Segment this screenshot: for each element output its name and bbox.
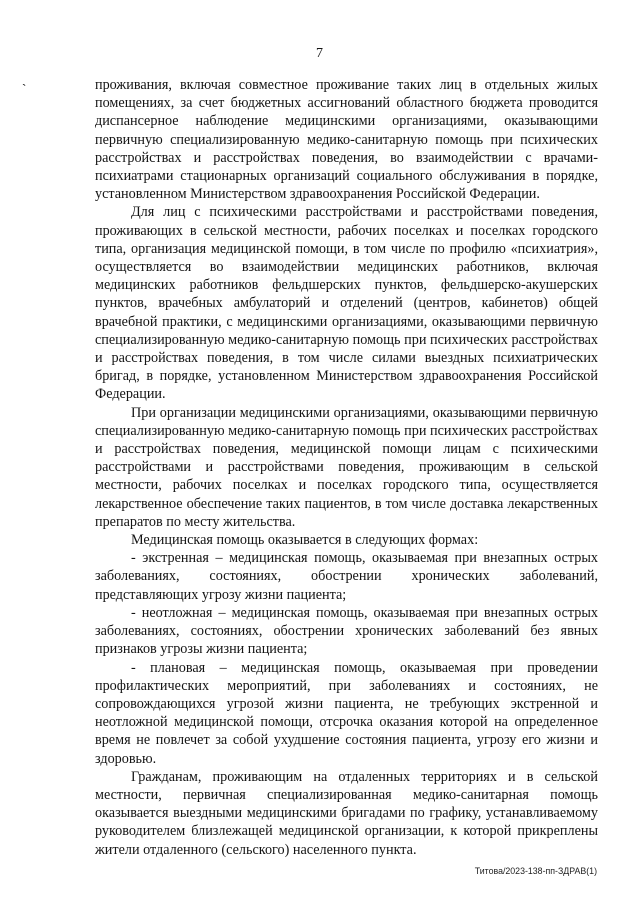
paragraph: Гражданам, проживающим на отдаленных территориях и в сельской местности, первичная специализированная медико-санитарная помощь оказывается выездными медицинскими бригадами по графику, устанавливаемому руководителем близлежащей медицинской организации, к которой прикреплены жители отдаленного (сельского) населенного пункта. xyxy=(95,768,598,858)
list-item: - неотложная – медицинская помощь, оказываемая при внезапных острых заболеваниях, состояниях, обострении хронических заболеваний без явных признаков угрозы жизни пациента; xyxy=(95,604,598,658)
document-body xyxy=(95,76,598,859)
page-number: 7 xyxy=(316,46,323,61)
list-item: - экстренная – медицинская помощь, оказываемая при внезапных острых заболеваниях, состояниях, обострении хронических заболеваний, представляющих угрозу жизни пациента; xyxy=(95,550,598,603)
paragraph: При организации медицинскими организациями, оказывающими первичную специализированную медико-санитарную помощь при психических расстройствах и расстройствах поведения, медицинской помощи лицам с психическими расстройствами и расстройствами поведения, проживающим в сельской местности, рабочих поселках и поселках городского типа, осуществляется лекарственное обеспечение таких пациентов, в том числе доставка лекарственных препаратов по месту жительства. xyxy=(95,404,598,530)
margin-mark: ` xyxy=(22,81,27,96)
paragraph: Медицинская помощь оказывается в следующих формах: xyxy=(131,532,479,549)
document-code-footer: Титова/2023-138-пп-ЗДРАВ(1) xyxy=(474,866,597,876)
paragraph: Для лиц с психическими расстройствами и расстройствами поведения, проживающих в сельской местности, рабочих поселках и поселках городского типа, организация медицинской помощи, в том числе по профилю «психиатрия», осуществляется во взаимодействии медицинских работников, включая медицинских работников фельдшерских пунктов, фельдшерско-акушерских пунктов, врачебных амбулаторий и отделений (центров, кабинетов) общей врачебной практики, с медицинскими организациями, оказывающими первичную специализированную медико-санитарную помощь при психических расстройствах и расстройствах поведения, в том числе силами выездных психиатрических бригад, в порядке, установленном Министерством здравоохранения Российской Федерации. xyxy=(95,204,598,403)
list-item: - плановая – медицинская помощь, оказываемая при проведении профилактических мероприятий, при заболеваниях и состояниях, не сопровождающихся угрозой жизни пациента, не требующих экстренной и неотложной медицинской помощи, отсрочка оказания которой на определенное время не повлечет за собой ухудшение состояния пациента, угрозу его жизни и здоровью. xyxy=(95,659,598,767)
paragraph: проживания, включая совместное проживание таких лиц в отдельных жилых помещениях, за счет бюджетных ассигнований областного бюджета проводится диспансерное наблюдение медицинскими организациями, оказывающими первичную специализированную медико-санитарную помощь при психических расстройствах и расстройствах поведения, во взаимодействии с врачами-психиатрами стационарных организаций социального обслуживания в порядке, установленном Министерством здравоохранения Российской Федерации. xyxy=(95,77,598,203)
